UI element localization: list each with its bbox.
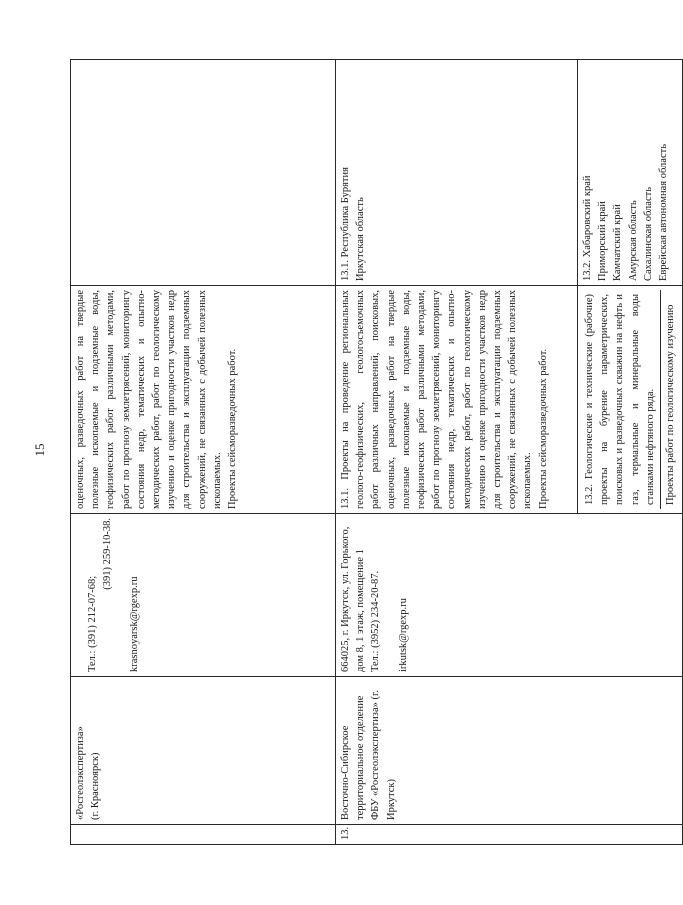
region-item: Камчатский край xyxy=(612,204,624,281)
organization-city-line: (г. Красноярск) xyxy=(90,752,102,820)
organization-name-cell xyxy=(71,677,336,825)
region-item: 13.2. Хабаровский край xyxy=(582,175,593,281)
projects-text: 13.2. Геологические и технические (рабочие) проекты на бурение параметрических, поисковых и разведочных скважин на нефть и газ, термальные и минеральные воды станками нефтяного ряда. xyxy=(584,294,656,505)
projects-cell-13-1 xyxy=(336,286,578,514)
table-row-13 xyxy=(336,60,578,845)
projects-tail-text: Проекты работ по геологическому изучению xyxy=(660,290,680,509)
regions-cell-13-2 xyxy=(578,60,683,286)
row-number-cell xyxy=(71,825,336,845)
projects-cell-13-2 xyxy=(578,286,683,514)
page-number: 15 xyxy=(32,443,47,457)
address-text: 664025, г. Иркутск, ул. Горького, дом 8, 1 этаж, помещение 1 xyxy=(340,526,367,672)
region-item: Еврейская автономная область xyxy=(658,144,670,281)
organization-name-cell: Восточно-Сибирское территориальное отделение ФБУ «Росгеолэкспертиза» (г. Иркутск) xyxy=(336,677,683,825)
rotated-table-wrapper xyxy=(70,60,677,845)
region-item: Приморский край xyxy=(597,201,609,281)
region-item: Амурская область xyxy=(627,200,639,281)
row-number-cell: 13. xyxy=(336,825,683,845)
projects-text: 13.1. Проекты на проведение региональных геолого-геофизических, геологосъемочных работ различных направлений, поисковых, оценочных, разведочных работ на твердые полезные ископаемые и подземные воды, геофизических работ различными методами, работ по прогнозу землетрясений, мониторингу состояния недр, тематических и опытно-методических работ, работ по геологическому изучению и оценке пригодности участков недр для строительства и эксплуатации подземных сооружений, не связанных с добычей полезных ископаемых. xyxy=(340,290,534,509)
projects-text: оценочных, разведочных работ на твердые полезные ископаемые и подземные воды, геофизических работ различными методами, работ по прогнозу землетрясений, мониторингу состояния недр, тематических и опытно-методических работ, работ по геологическому изучению и оценке пригодности участков недр для строительства и эксплуатации подземных сооружений, не связанных с добычей полезных ископаемых. xyxy=(75,290,223,509)
phone-line: Тел.: (391) 212-07-68; xyxy=(87,575,98,672)
seismic-projects-text: Проекты сейсморазведочных работ. xyxy=(537,348,549,509)
phone-line: (391) 259-10-38. xyxy=(102,518,114,590)
seismic-projects-text: Проекты сейсморазведочных работ. xyxy=(227,348,239,509)
email-text: irkutsk@rgexp.ru xyxy=(397,598,409,672)
organization-name-line: «Росгеолэкспертиза» xyxy=(75,726,86,820)
region-item: Иркутская область xyxy=(355,197,367,281)
table-row-continuation xyxy=(71,60,336,845)
phone-line: Тел.: (3952) 234-20-87. xyxy=(370,570,382,672)
contacts-cell xyxy=(71,514,336,677)
regions-cell xyxy=(71,60,336,286)
region-item: Сахалинская область xyxy=(642,187,654,281)
contacts-cell xyxy=(336,514,683,677)
registry-table xyxy=(70,59,683,845)
projects-cell xyxy=(71,286,336,514)
region-item: 13.1. Республика Бурятия xyxy=(340,167,351,281)
regions-cell-13-1 xyxy=(336,60,578,286)
email-text: krasnoyarsk@rgexp.ru xyxy=(129,576,141,672)
